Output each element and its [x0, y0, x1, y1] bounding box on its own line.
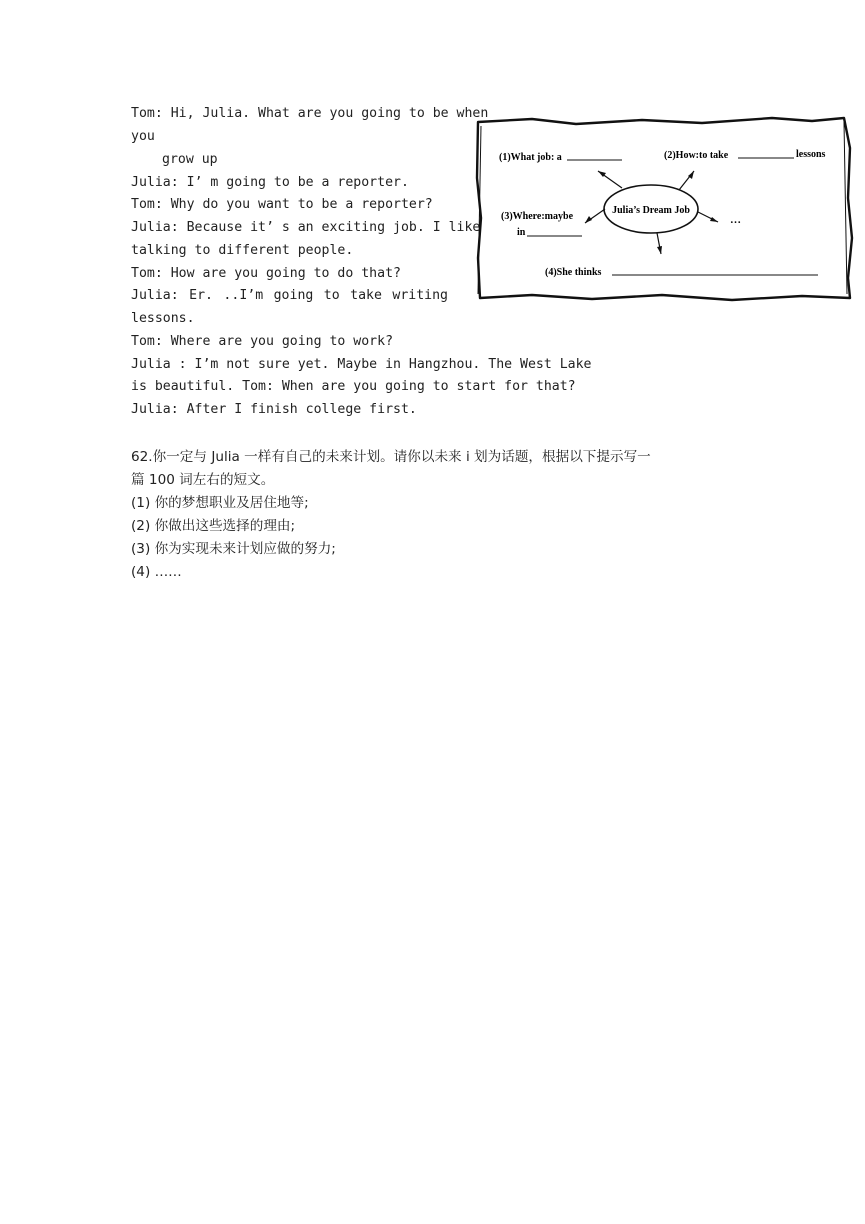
dialogue-line: grow up: [162, 152, 218, 167]
dialogue-line: Tom: Where are you going to work?: [131, 334, 394, 349]
q2-suffix: lessons: [796, 149, 826, 160]
dialogue-line: Julia: After I finish college first.: [131, 402, 417, 417]
dialogue-line: is beautiful. Tom: When are you going to start for that?: [131, 379, 576, 394]
dialogue-line: Tom: Why do you want to be a reporter?: [131, 197, 433, 212]
hint-item: (3) 你为实现未来计划应做的努力;: [131, 541, 336, 557]
hint-item: (2) 你做出这些选择的理由;: [131, 518, 296, 534]
q3-label: (3)Where:maybe: [501, 211, 574, 222]
question-62-prompt: 62.你一定与 Julia 一样有自己的未来计划。请你以未来 i 划为话题，根据以下提示写一: [131, 449, 651, 465]
center-label: Julia’s Dream Job: [612, 205, 690, 216]
dialogue-line: lessons.: [131, 311, 195, 326]
question-62: [131, 446, 741, 584]
q4-label: (4)She thinks: [545, 267, 602, 278]
dream-job-diagram-svg: [472, 108, 855, 306]
hint-item: (4) ……: [131, 564, 182, 580]
dialogue-line: Tom: How are you going to do that?: [131, 266, 401, 281]
dialogue-line: Julia : I’m not sure yet. Maybe in Hangzhou. The West Lake: [131, 357, 592, 372]
q3-label-in: in: [517, 227, 526, 238]
ellipsis: …: [730, 214, 741, 226]
hint-item: (1) 你的梦想职业及居住地等;: [131, 495, 309, 511]
dialogue-line: Tom: Hi, Julia. What are you going to be when: [131, 106, 489, 121]
question-62-prompt-cont: 篇 100 词左右的短文。: [131, 472, 275, 488]
dialogue-line: talking to different people.: [131, 243, 354, 258]
dialogue-line: Julia: Er. ..I’m going to take writing: [131, 288, 448, 303]
dream-job-diagram: [472, 108, 855, 306]
dialogue-line: Julia: Because it’ s an exciting job. I like: [131, 220, 481, 235]
q1-label: (1)What job: a: [499, 152, 562, 163]
q2-label: (2)How:to take: [664, 150, 729, 161]
dialogue-line: Julia: I’ m going to be a reporter.: [131, 175, 409, 190]
dialogue-line: you: [131, 129, 155, 144]
